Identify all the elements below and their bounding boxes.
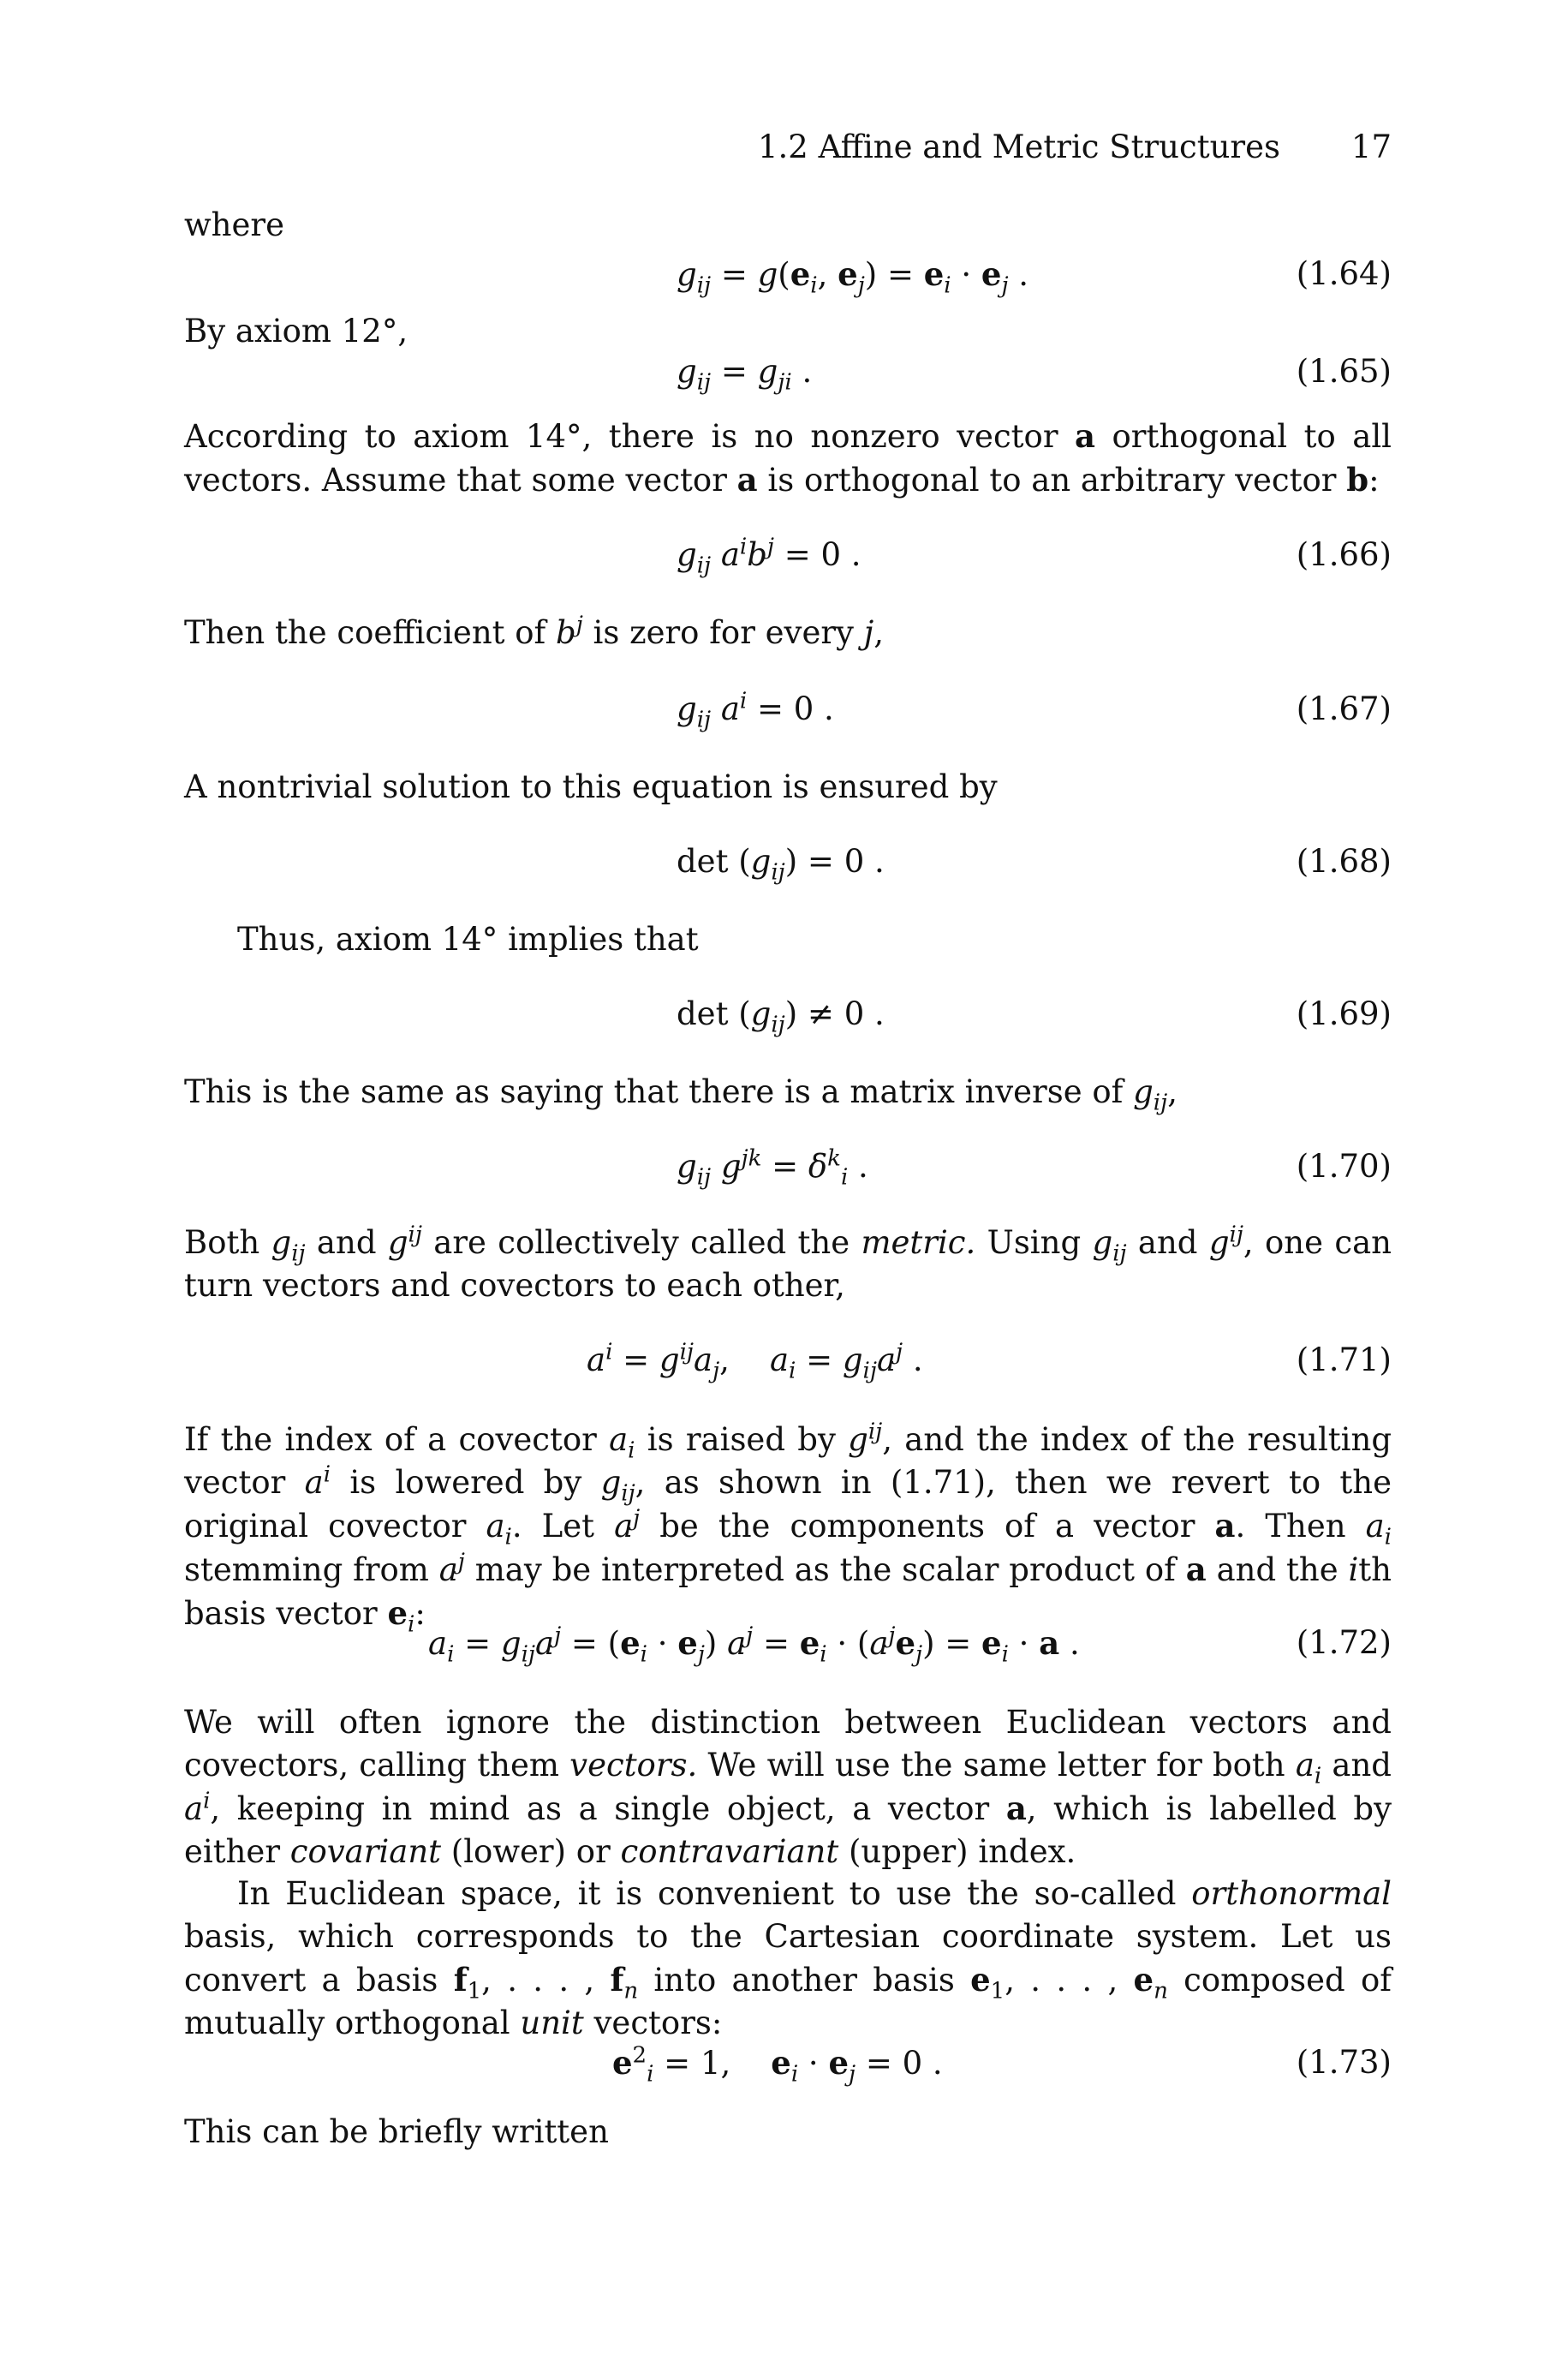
equation-1-70: $g_{ij}$ $g^{jk} = \delta^k_i$ . (1.70) bbox=[677, 1145, 1392, 1191]
equation-number: (1.70) bbox=[1296, 1148, 1392, 1185]
equation-1-67: $g_{ij}$ $a^i = 0$ . (1.67) bbox=[677, 688, 1392, 733]
equation-number: (1.66) bbox=[1296, 536, 1392, 573]
equation-1-66: $g_{ij}$ $a^ib^j = 0$ . (1.66) bbox=[677, 534, 1392, 579]
running-header bbox=[184, 128, 1392, 171]
text-by-axiom: By axiom 12°, bbox=[184, 313, 408, 350]
equation-1-68: $\det (g_{ij}) = 0$ . (1.68) bbox=[677, 843, 1392, 886]
paragraph-metric: Both $g_{ij}$ and $g^{ij}$ are collectively called the metric. Using $g_{ij}$ and $g^{ij}$, one can turn vectors and covectors to each other, bbox=[184, 1222, 1392, 1304]
paragraph-orthonormal: In Euclidean space, it is convenient to use the so-called orthonormal basis, which corresponds to the Cartesian coordinate system. Let us convert a basis $f_1$, . . . , $f_n$ into another basis $e_1$, . . . , $e_n$ composed of mutually orthogonal unit vectors: bbox=[184, 1875, 1392, 2041]
text-matrix-inverse: This is the same as saying that there is a matrix inverse of $g_{ij}$, bbox=[184, 1073, 1177, 1116]
equation-number: (1.65) bbox=[1296, 353, 1392, 390]
text-briefly-written: This can be briefly written bbox=[184, 2113, 609, 2150]
equation-number: (1.67) bbox=[1296, 690, 1392, 727]
paragraph-orthogonal: According to axiom 14°, there is no nonzero vector a orthogonal to all vectors. Assume that some vector a is orthogonal to an arbitrary vector b: bbox=[184, 417, 1392, 499]
equation-number: (1.69) bbox=[1296, 995, 1392, 1032]
paragraph-covariant: We will often ignore the distinction between Euclidean vectors and covectors, calling them vectors. We will use the same letter for both $a_i$ and $a^i$, keeping in mind as a single object, a vector a, which is labelled by either covariant (lower) or contravariant (upper) index. bbox=[184, 1704, 1392, 1870]
equation-1-69: $\det (g_{ij}) \ne 0$ . (1.69) bbox=[677, 995, 1392, 1038]
equation-1-72: $a_i = g_{ij}a^j = (e_i \cdot e_j) a^j = e_i \cdot (a^je_j) = e_i \cdot a$ . (1.72) bbox=[428, 1622, 1392, 1668]
equation-number: (1.71) bbox=[1296, 1341, 1392, 1378]
equation-1-65: $g_{ij} = g_{ji}$ . (1.65) bbox=[677, 353, 1392, 396]
paragraph-index-raising: If the index of a covector $a_i$ is raised by $g^{ij}$, and the index of the resulting vector $a^i$ is lowered by $g_{ij}$, as shown in (1.71), then we revert to the original covector $a_i$. Let $a^j$ be the components of a vector a. Then $a_i$ stemming from $a^j$ may be interpreted as the scalar product of a and the ith basis vector $e_i$: bbox=[184, 1419, 1392, 1638]
equation-number: (1.68) bbox=[1296, 843, 1392, 880]
equation-number: (1.72) bbox=[1296, 1624, 1392, 1661]
equation-1-71: $a^i = g^{ij}a_j$, $a_i = g_{ij}a^j$ . (1.71) bbox=[587, 1339, 1392, 1384]
text-thus: Thus, axiom 14° implies that bbox=[237, 921, 699, 958]
text-where: where bbox=[184, 206, 284, 243]
equation-1-73: $e^2_i = 1$, $e_i \cdot e_j = 0$ . (1.73) bbox=[612, 2042, 1392, 2088]
page-number: 17 bbox=[1350, 128, 1392, 165]
equation-number: (1.73) bbox=[1296, 2044, 1392, 2081]
text-then-coefficient: Then the coefficient of $b^j$ is zero for every j, bbox=[184, 612, 884, 651]
equation-number: (1.64) bbox=[1296, 255, 1392, 292]
equation-1-64: $g_{ij} = g(e_i$, $e_j) = e_i \cdot e_j$ . (1.64) bbox=[677, 255, 1392, 299]
text-nontrivial: A nontrivial solution to this equation is ensured by bbox=[184, 768, 998, 805]
section-title: 1.2 Affine and Metric Structures bbox=[758, 128, 1280, 165]
